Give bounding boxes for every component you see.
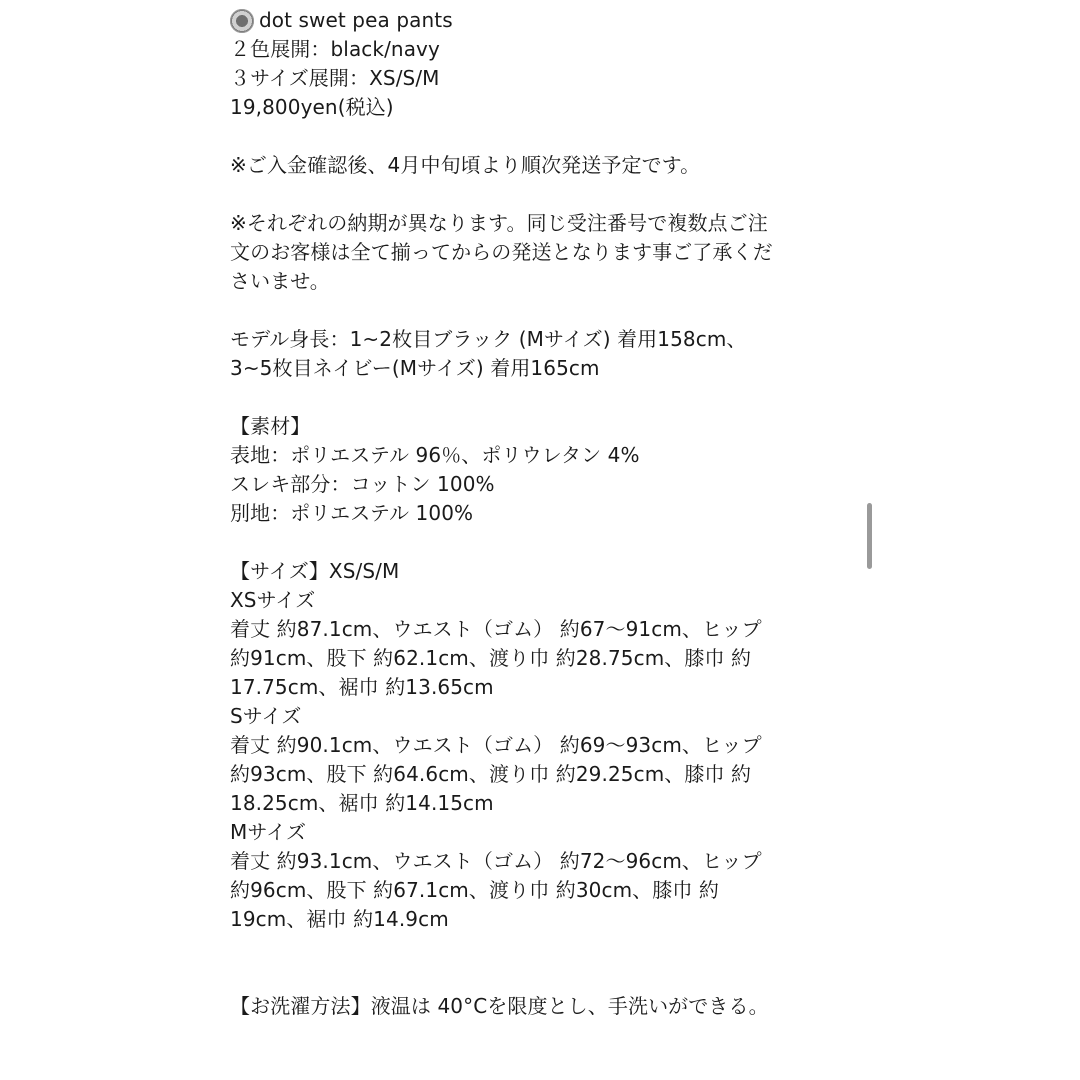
color-options: ２色展開：black/navy	[230, 37, 440, 61]
product-title-row	[230, 6, 870, 35]
price: 19,800yen(税込)	[230, 95, 394, 119]
delivery-note-line: ※それぞれの納期が異なります。同じ受注番号で複数点ご注	[230, 211, 768, 235]
size-measurement-line: 約91cm、股下 約62.1cm、渡り巾 約28.75cm、膝巾 約	[230, 646, 752, 670]
size-label-m: Mサイズ	[230, 820, 307, 844]
material-item: 別地：ポリエステル 100%	[230, 501, 474, 525]
material-heading: 【素材】	[230, 414, 311, 438]
size-measurement-line: 着丈 約90.1cm、ウエスト（ゴム） 約69〜93cm、ヒップ	[230, 733, 762, 757]
size-label-s: Sサイズ	[230, 704, 302, 728]
delivery-note-line: 文のお客様は全て揃ってからの発送となります事ご了承くだ	[230, 240, 773, 264]
size-measurement-line: 19cm、裾巾 約14.9cm	[230, 907, 449, 931]
material-item: スレキ部分：コットン 100%	[230, 472, 495, 496]
vertical-scrollbar-thumb[interactable]	[867, 503, 872, 569]
model-info-line: モデル身長：1~2枚目ブラック (Mサイズ) 着用158cm、	[230, 327, 747, 351]
product-title: dot swet pea pants	[259, 8, 453, 32]
record-button-icon	[230, 9, 254, 33]
size-measurement-line: 17.75cm、裾巾 約13.65cm	[230, 675, 494, 699]
size-options: ３サイズ展開：XS/S/M	[230, 66, 440, 90]
washing-instructions: 【お洗濯方法】液温は 40°Cを限度とし、手洗いができる。	[230, 994, 769, 1018]
size-measurement-line: 18.25cm、裾巾 約14.15cm	[230, 791, 494, 815]
model-info-line: 3~5枚目ネイビー(Mサイズ) 着用165cm	[230, 356, 600, 380]
size-heading: 【サイズ】XS/S/M	[230, 559, 400, 583]
size-measurement-line: 約96cm、股下 約67.1cm、渡り巾 約30cm、膝巾 約	[230, 878, 720, 902]
delivery-note-line: さいませ。	[230, 269, 330, 293]
size-label-xs: XSサイズ	[230, 588, 316, 612]
shipping-note: ※ご入金確認後、4月中旬頃より順次発送予定です。	[230, 153, 701, 177]
product-description	[230, 6, 870, 1021]
size-measurement-line: 着丈 約87.1cm、ウエスト（ゴム） 約67〜91cm、ヒップ	[230, 617, 762, 641]
material-item: 表地：ポリエステル 96％、ポリウレタン 4%	[230, 443, 640, 467]
size-measurement-line: 着丈 約93.1cm、ウエスト（ゴム） 約72〜96cm、ヒップ	[230, 849, 762, 873]
size-measurement-line: 約93cm、股下 約64.6cm、渡り巾 約29.25cm、膝巾 約	[230, 762, 752, 786]
